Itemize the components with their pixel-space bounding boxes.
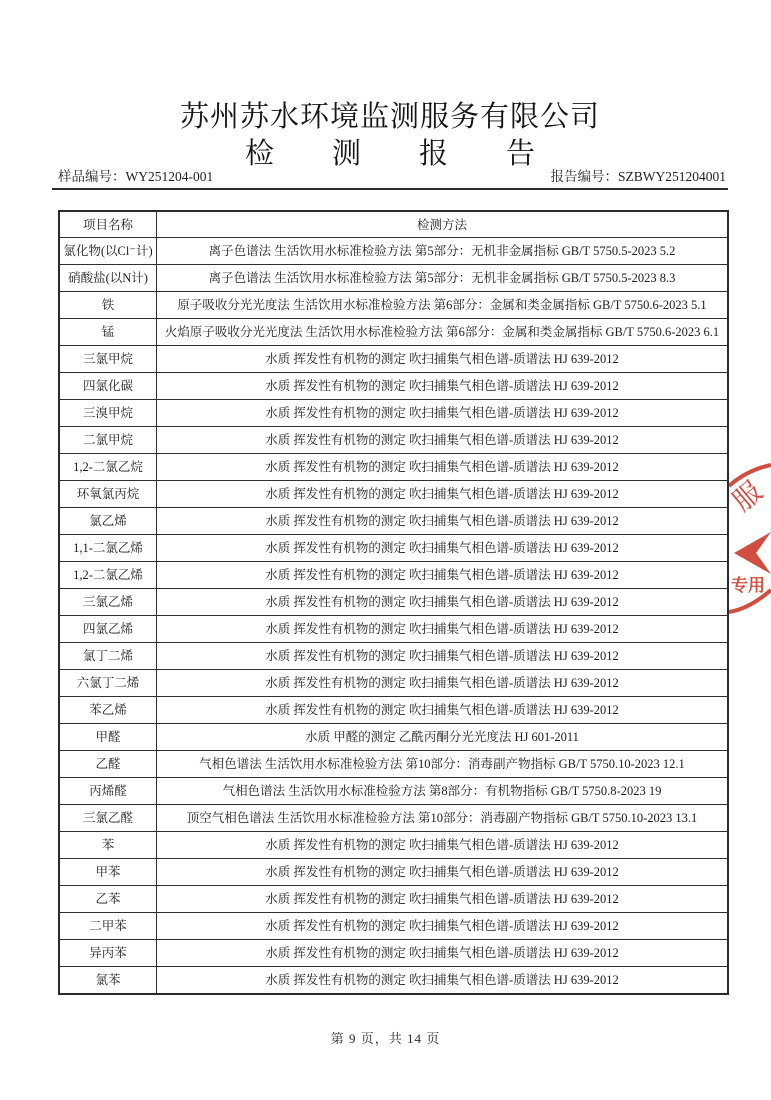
table-row	[59, 913, 728, 940]
method-cell: 水质 挥发性有机物的测定 吹扫捕集气相色谱-质谱法 HJ 639-2012	[157, 454, 729, 481]
method-cell: 水质 挥发性有机物的测定 吹扫捕集气相色谱-质谱法 HJ 639-2012	[157, 643, 729, 670]
table-row	[59, 751, 728, 778]
table-row	[59, 238, 728, 265]
item-name-cell: 四氯乙烯	[59, 616, 157, 643]
item-name-cell: 三氯乙烯	[59, 589, 157, 616]
table-row	[59, 589, 728, 616]
table-row	[59, 805, 728, 832]
item-name-cell: 氯乙烯	[59, 508, 157, 535]
table-row	[59, 859, 728, 886]
method-cell: 水质 挥发性有机物的测定 吹扫捕集气相色谱-质谱法 HJ 639-2012	[157, 886, 729, 913]
method-cell: 离子色谱法 生活饮用水标准检验方法 第5部分：无机非金属指标 GB/T 5750.5-2023 8.3	[157, 265, 729, 292]
header-divider	[52, 188, 728, 190]
seal-ring-text: 服	[729, 476, 769, 519]
column-header-method: 检测方法	[157, 211, 729, 238]
method-cell: 水质 挥发性有机物的测定 吹扫捕集气相色谱-质谱法 HJ 639-2012	[157, 535, 729, 562]
page-number: 第 9 页，共 14 页	[330, 1031, 441, 1046]
red-seal-stamp-fragment	[729, 460, 771, 630]
column-header-item: 项目名称	[59, 211, 157, 238]
sample-number-label: 样品编号：	[58, 169, 126, 184]
report-title: 检 测 报 告	[244, 138, 535, 170]
item-name-cell: 铁	[59, 292, 157, 319]
table-row	[59, 940, 728, 967]
item-name-cell: 1,2-二氯乙烷	[59, 454, 157, 481]
item-name-cell: 1,1-二氯乙烯	[59, 535, 157, 562]
table-row	[59, 292, 728, 319]
table-row	[59, 670, 728, 697]
table-row	[59, 643, 728, 670]
item-name-cell: 三溴甲烷	[59, 400, 157, 427]
method-cell: 水质 挥发性有机物的测定 吹扫捕集气相色谱-质谱法 HJ 639-2012	[157, 508, 729, 535]
seal-star-fragment	[734, 532, 771, 574]
report-number-value: SZBWY251204001	[618, 169, 726, 184]
method-cell: 水质 挥发性有机物的测定 吹扫捕集气相色谱-质谱法 HJ 639-2012	[157, 832, 729, 859]
seal-outline-bottom-arc	[729, 590, 771, 612]
table-row	[59, 454, 728, 481]
seal-graphic	[729, 460, 771, 630]
table-header-row	[59, 211, 728, 238]
seal-center-text: 专用	[731, 576, 765, 595]
item-name-cell: 氯丁二烯	[59, 643, 157, 670]
table-row	[59, 373, 728, 400]
method-cell: 水质 挥发性有机物的测定 吹扫捕集气相色谱-质谱法 HJ 639-2012	[157, 967, 729, 995]
table-row	[59, 832, 728, 859]
method-cell: 水质 挥发性有机物的测定 吹扫捕集气相色谱-质谱法 HJ 639-2012	[157, 589, 729, 616]
table-row	[59, 616, 728, 643]
method-cell: 水质 挥发性有机物的测定 吹扫捕集气相色谱-质谱法 HJ 639-2012	[157, 400, 729, 427]
sample-number	[58, 165, 213, 185]
item-name-cell: 锰	[59, 319, 157, 346]
item-name-cell: 氯苯	[59, 967, 157, 995]
method-cell: 水质 甲醛的测定 乙酰丙酮分光光度法 HJ 601-2011	[157, 724, 729, 751]
method-cell: 水质 挥发性有机物的测定 吹扫捕集气相色谱-质谱法 HJ 639-2012	[157, 940, 729, 967]
item-name-cell: 乙醛	[59, 751, 157, 778]
company-name: 苏州苏水环境监测服务有限公司	[179, 101, 600, 133]
method-cell: 水质 挥发性有机物的测定 吹扫捕集气相色谱-质谱法 HJ 639-2012	[157, 913, 729, 940]
method-cell: 水质 挥发性有机物的测定 吹扫捕集气相色谱-质谱法 HJ 639-2012	[157, 373, 729, 400]
table-row	[59, 319, 728, 346]
table-row	[59, 346, 728, 373]
item-name-cell: 硝酸盐(以N计)	[59, 265, 157, 292]
method-cell: 水质 挥发性有机物的测定 吹扫捕集气相色谱-质谱法 HJ 639-2012	[157, 670, 729, 697]
table-row	[59, 427, 728, 454]
method-cell: 水质 挥发性有机物的测定 吹扫捕集气相色谱-质谱法 HJ 639-2012	[157, 616, 729, 643]
report-number	[551, 165, 727, 185]
item-name-cell: 三氯乙醛	[59, 805, 157, 832]
method-cell: 火焰原子吸收分光光度法 生活饮用水标准检验方法 第6部分：金属和类金属指标 GB/T 5750.6-2023 6.1	[157, 319, 729, 346]
item-name-cell: 甲醛	[59, 724, 157, 751]
table-row	[59, 697, 728, 724]
table-row	[59, 967, 728, 995]
method-cell: 水质 挥发性有机物的测定 吹扫捕集气相色谱-质谱法 HJ 639-2012	[157, 346, 729, 373]
item-name-cell: 二氯甲烷	[59, 427, 157, 454]
table-row	[59, 508, 728, 535]
item-name-cell: 苯	[59, 832, 157, 859]
method-cell: 离子色谱法 生活饮用水标准检验方法 第5部分：无机非金属指标 GB/T 5750.5-2023 5.2	[157, 238, 729, 265]
table-row	[59, 778, 728, 805]
item-name-cell: 1,2-二氯乙烯	[59, 562, 157, 589]
table-row	[59, 562, 728, 589]
table-row	[59, 265, 728, 292]
item-name-cell: 三氯甲烷	[59, 346, 157, 373]
item-name-cell: 四氯化碳	[59, 373, 157, 400]
item-name-cell: 苯乙烯	[59, 697, 157, 724]
item-name-cell: 环氧氯丙烷	[59, 481, 157, 508]
method-cell: 水质 挥发性有机物的测定 吹扫捕集气相色谱-质谱法 HJ 639-2012	[157, 427, 729, 454]
table-row	[59, 400, 728, 427]
report-number-label: 报告编号：	[550, 169, 618, 184]
method-cell: 水质 挥发性有机物的测定 吹扫捕集气相色谱-质谱法 HJ 639-2012	[157, 481, 729, 508]
item-name-cell: 二甲苯	[59, 913, 157, 940]
method-cell: 水质 挥发性有机物的测定 吹扫捕集气相色谱-质谱法 HJ 639-2012	[157, 697, 729, 724]
table-row	[59, 535, 728, 562]
item-name-cell: 乙苯	[59, 886, 157, 913]
method-cell: 原子吸收分光光度法 生活饮用水标准检验方法 第6部分：金属和类金属指标 GB/T 5750.6-2023 5.1	[157, 292, 729, 319]
item-name-cell: 丙烯醛	[59, 778, 157, 805]
method-cell: 水质 挥发性有机物的测定 吹扫捕集气相色谱-质谱法 HJ 639-2012	[157, 859, 729, 886]
sample-number-value: WY251204-001	[125, 169, 214, 184]
seal-outline-top-arc	[729, 465, 771, 486]
test-method-table	[58, 210, 729, 995]
table-row	[59, 481, 728, 508]
method-cell: 顶空气相色谱法 生活饮用水标准检验方法 第10部分：消毒副产物指标 GB/T 5750.10-2023 13.1	[157, 805, 729, 832]
table-row	[59, 886, 728, 913]
method-cell: 水质 挥发性有机物的测定 吹扫捕集气相色谱-质谱法 HJ 639-2012	[157, 562, 729, 589]
item-name-cell: 氯化物(以Cl⁻计)	[59, 238, 157, 265]
table-row	[59, 724, 728, 751]
method-cell: 气相色谱法 生活饮用水标准检验方法 第10部分：消毒副产物指标 GB/T 5750.10-2023 12.1	[157, 751, 729, 778]
item-name-cell: 异丙苯	[59, 940, 157, 967]
meta-row	[58, 165, 726, 185]
item-name-cell: 六氯丁二烯	[59, 670, 157, 697]
method-cell: 气相色谱法 生活饮用水标准检验方法 第8部分：有机物指标 GB/T 5750.8-2023 19	[157, 778, 729, 805]
item-name-cell: 甲苯	[59, 859, 157, 886]
